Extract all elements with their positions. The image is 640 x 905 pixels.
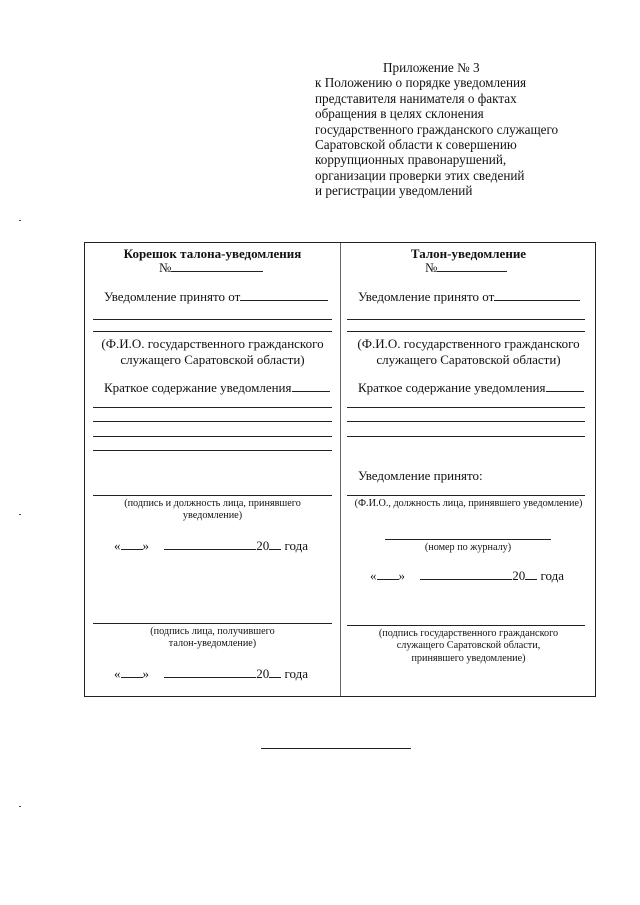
coupon-summary-line[interactable] bbox=[347, 436, 585, 437]
stub-number-field[interactable] bbox=[159, 260, 263, 276]
stub-date-year-suffix: года bbox=[284, 538, 309, 553]
appendix-number: Приложение № 3 bbox=[383, 60, 480, 75]
coupon-blank-line[interactable] bbox=[347, 319, 585, 320]
stub-signer-caption bbox=[85, 498, 340, 523]
coupon-fio-caption-line: (Ф.И.О. государственного гражданского bbox=[357, 336, 580, 351]
stub-receiver-date-year-suffix: года bbox=[284, 666, 309, 681]
coupon-date-year-prefix: 20 bbox=[512, 568, 526, 583]
stub-receiver-date-year-line bbox=[269, 666, 281, 678]
coupon-servant-line[interactable] bbox=[347, 625, 585, 626]
coupon-servant-caption-line: (подпись государственного гражданского bbox=[378, 628, 559, 639]
coupon-journal-line[interactable] bbox=[385, 539, 551, 540]
coupon-date-month-line bbox=[420, 568, 512, 580]
stub-number-sign: № bbox=[159, 260, 172, 275]
coupon-title: Талон-уведомление bbox=[410, 246, 527, 261]
appendix-line: коррупционных правонарушений, bbox=[315, 152, 507, 168]
stub-blank-line[interactable] bbox=[93, 331, 332, 332]
coupon-date-day-line bbox=[377, 568, 399, 580]
stub-receiver-date-year-prefix: 20 bbox=[256, 666, 270, 681]
coupon-date-close-quote: » bbox=[398, 568, 405, 583]
coupon-summary-line bbox=[546, 380, 584, 392]
stub-receiver-line[interactable] bbox=[93, 623, 332, 624]
coupon-date-open-quote: « bbox=[370, 568, 377, 583]
closing-rule bbox=[261, 748, 411, 749]
stub-summary-line[interactable] bbox=[93, 421, 332, 422]
stub-fio-caption bbox=[85, 336, 340, 367]
appendix-line: государственного гражданского служащего bbox=[315, 121, 559, 137]
stub-summary-line bbox=[292, 380, 330, 392]
appendix-line: Саратовской области к совершению bbox=[315, 137, 517, 153]
stub-number-line bbox=[171, 260, 263, 272]
stub-date-field[interactable] bbox=[114, 538, 308, 554]
stub-receiver-date-day-line bbox=[121, 666, 143, 678]
coupon-number-field[interactable] bbox=[425, 260, 507, 276]
coupon-date-field[interactable] bbox=[370, 568, 564, 584]
stub-date-day-line bbox=[121, 538, 143, 550]
stub-summary-line[interactable] bbox=[93, 407, 332, 408]
coupon-summary-line[interactable] bbox=[347, 407, 585, 408]
stub-signer-caption-line: (подпись и должность лица, принявшего bbox=[124, 498, 301, 509]
coupon-number-line bbox=[437, 260, 507, 272]
appendix-line: представителя нанимателя о фактах bbox=[315, 90, 517, 106]
coupon-accepted-label: Уведомление принято: bbox=[358, 468, 483, 483]
stub-date-year-prefix: 20 bbox=[256, 538, 270, 553]
coupon-journal-caption: (номер по журналу) bbox=[424, 542, 512, 553]
coupon-fio-caption-line: служащего Саратовской области) bbox=[376, 351, 561, 367]
coupon-summary-line[interactable] bbox=[347, 421, 585, 422]
coupon-blank-line[interactable] bbox=[347, 331, 585, 332]
coupon-fio-caption bbox=[341, 336, 596, 367]
stub-date-month-line bbox=[164, 538, 256, 550]
stub-fio-caption-line: служащего Саратовской области) bbox=[120, 351, 305, 367]
coupon-date-year-suffix: года bbox=[540, 568, 565, 583]
coupon-summary-label: Краткое содержание уведомления bbox=[358, 380, 546, 395]
coupon-accepted-from-label: Уведомление принято от bbox=[358, 289, 495, 304]
stub-accepted-from-line bbox=[240, 289, 328, 301]
stub-receiver-caption-line: талон-уведомление) bbox=[168, 638, 257, 650]
stub-receiver-caption-line: (подпись лица, получившего bbox=[150, 626, 275, 637]
appendix-line: организации проверки этих сведений bbox=[315, 167, 525, 183]
coupon-accepted-from-line bbox=[494, 289, 580, 301]
margin-mark bbox=[19, 220, 21, 221]
stub-receiver-date-close-quote: » bbox=[142, 666, 149, 681]
stub-summary-label: Краткое содержание уведомления bbox=[104, 380, 292, 395]
coupon-date-year-line bbox=[525, 568, 537, 580]
stub-receiver-date-month-line bbox=[164, 666, 256, 678]
appendix-header bbox=[315, 60, 625, 199]
margin-mark bbox=[19, 514, 21, 515]
stub-title: Корешок талона-уведомления bbox=[123, 246, 302, 261]
appendix-line: и регистрации уведомлений bbox=[315, 183, 473, 199]
coupon-servant-caption-line: принявшего уведомление) bbox=[411, 652, 526, 664]
stub-summary-field[interactable] bbox=[104, 380, 330, 396]
appendix-line: к Положению о порядке уведомления bbox=[315, 75, 527, 91]
margin-mark bbox=[19, 806, 21, 807]
coupon-acceptor-line[interactable] bbox=[347, 495, 585, 496]
stub-summary-line[interactable] bbox=[93, 436, 332, 437]
stub-receiver-date-field[interactable] bbox=[114, 666, 308, 682]
coupon-summary-field[interactable] bbox=[358, 380, 584, 396]
stub-signer-line[interactable] bbox=[93, 495, 332, 496]
stub-signer-caption-line: уведомление) bbox=[182, 510, 243, 522]
coupon-servant-caption bbox=[341, 628, 596, 665]
coupon-acceptor-caption: (Ф.И.О., должность лица, принявшего уведомление) bbox=[354, 498, 583, 509]
stub-summary-line[interactable] bbox=[93, 450, 332, 451]
stub-date-close-quote: » bbox=[142, 538, 149, 553]
stub-date-open-quote: « bbox=[114, 538, 121, 553]
stub-date-year-line bbox=[269, 538, 281, 550]
coupon-number-sign: № bbox=[425, 260, 438, 275]
stub-accepted-from-field[interactable] bbox=[104, 289, 328, 305]
coupon-accepted-from-field[interactable] bbox=[358, 289, 580, 305]
stub-receiver-date-open-quote: « bbox=[114, 666, 121, 681]
stub-receiver-caption bbox=[85, 626, 340, 651]
appendix-line: обращения в целях склонения bbox=[315, 106, 484, 122]
notification-form bbox=[84, 242, 596, 697]
coupon-servant-caption-line: служащего Саратовской области, bbox=[396, 640, 541, 652]
stub-blank-line[interactable] bbox=[93, 319, 332, 320]
stub-fio-caption-line: (Ф.И.О. государственного гражданского bbox=[101, 336, 324, 351]
stub-accepted-from-label: Уведомление принято от bbox=[104, 289, 241, 304]
